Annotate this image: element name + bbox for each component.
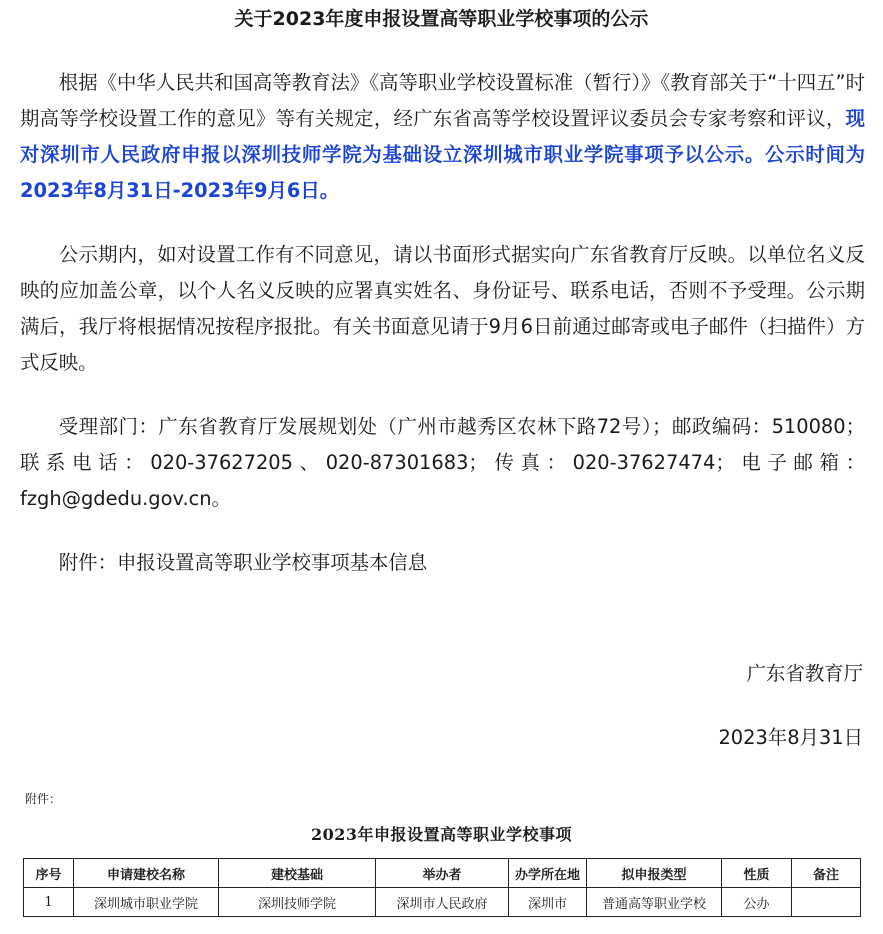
table-cell: 深圳市人民政府 bbox=[376, 888, 509, 917]
header-cell: 申请建校名称 bbox=[74, 859, 219, 888]
highlighted-announcement: 现对深圳市人民政府申报以深圳技师学院为基础设立深圳城市职业学院事项予以公示。公示时间为2023年8月31日-2023年9月6日。 bbox=[20, 107, 865, 202]
attachment-table bbox=[23, 858, 861, 917]
table-cell: 1 bbox=[24, 888, 74, 917]
table-row bbox=[24, 888, 861, 917]
header-cell: 举办者 bbox=[376, 859, 509, 888]
paragraph-attachment-note: 附件：申报设置高等职业学校事项基本信息 bbox=[58, 551, 428, 574]
header-cell: 序号 bbox=[24, 859, 74, 888]
table-cell: 深圳城市职业学院 bbox=[74, 888, 219, 917]
attachment-table-title: 2023年申报设置高等职业学校事项 bbox=[310, 825, 573, 844]
header-cell: 办学所在地 bbox=[509, 859, 587, 888]
document-title: 关于2023年度申报设置高等职业学校事项的公示 bbox=[234, 8, 649, 30]
table-cell: 深圳市 bbox=[509, 888, 587, 917]
signature-organization: 广东省教育厅 bbox=[746, 662, 863, 685]
table-cell: 深圳技师学院 bbox=[219, 888, 376, 917]
attachment-label: 附件： bbox=[25, 792, 62, 806]
table-cell bbox=[792, 888, 861, 917]
table-cell: 公办 bbox=[722, 888, 792, 917]
paragraph-basis bbox=[20, 65, 865, 209]
paragraph-feedback: 公示期内，如对设置工作有不同意见，请以书面形式据实向广东省教育厅反映。以单位名义反映的应加盖公章，以个人名义反映的应署真实姓名、身份证号、联系电话，否则不予受理。公示期满后，我厅将根据情况按程序报批。有关书面意见请于9月6日前通过邮寄或电子邮件（扫描件）方式反映。 bbox=[20, 243, 866, 374]
header-cell: 拟申报类型 bbox=[587, 859, 722, 888]
header-cell: 性质 bbox=[722, 859, 792, 888]
basis-text: 根据《中华人民共和国高等教育法》《高等职业学校设置标准（暂行）》《教育部关于“十四五”时期高等学校设置工作的意见》等有关规定，经广东省高等学校设置评议委员会专家考察和评议， bbox=[20, 71, 865, 130]
signature-date: 2023年8月31日 bbox=[718, 726, 863, 749]
document-body bbox=[20, 65, 865, 581]
header-cell: 备注 bbox=[792, 859, 861, 888]
header-cell: 建校基础 bbox=[219, 859, 376, 888]
table-header-row bbox=[24, 859, 861, 888]
table-cell: 普通高等职业学校 bbox=[587, 888, 722, 917]
paragraph-contact: 受理部门：广东省教育厅发展规划处（广州市越秀区农林下路72号）；邮政编码：510080；联系电话：020-37627205、020-87301683；传真：020-37627474；电子邮箱：fzgh@gdedu.gov.cn。 bbox=[20, 415, 865, 510]
